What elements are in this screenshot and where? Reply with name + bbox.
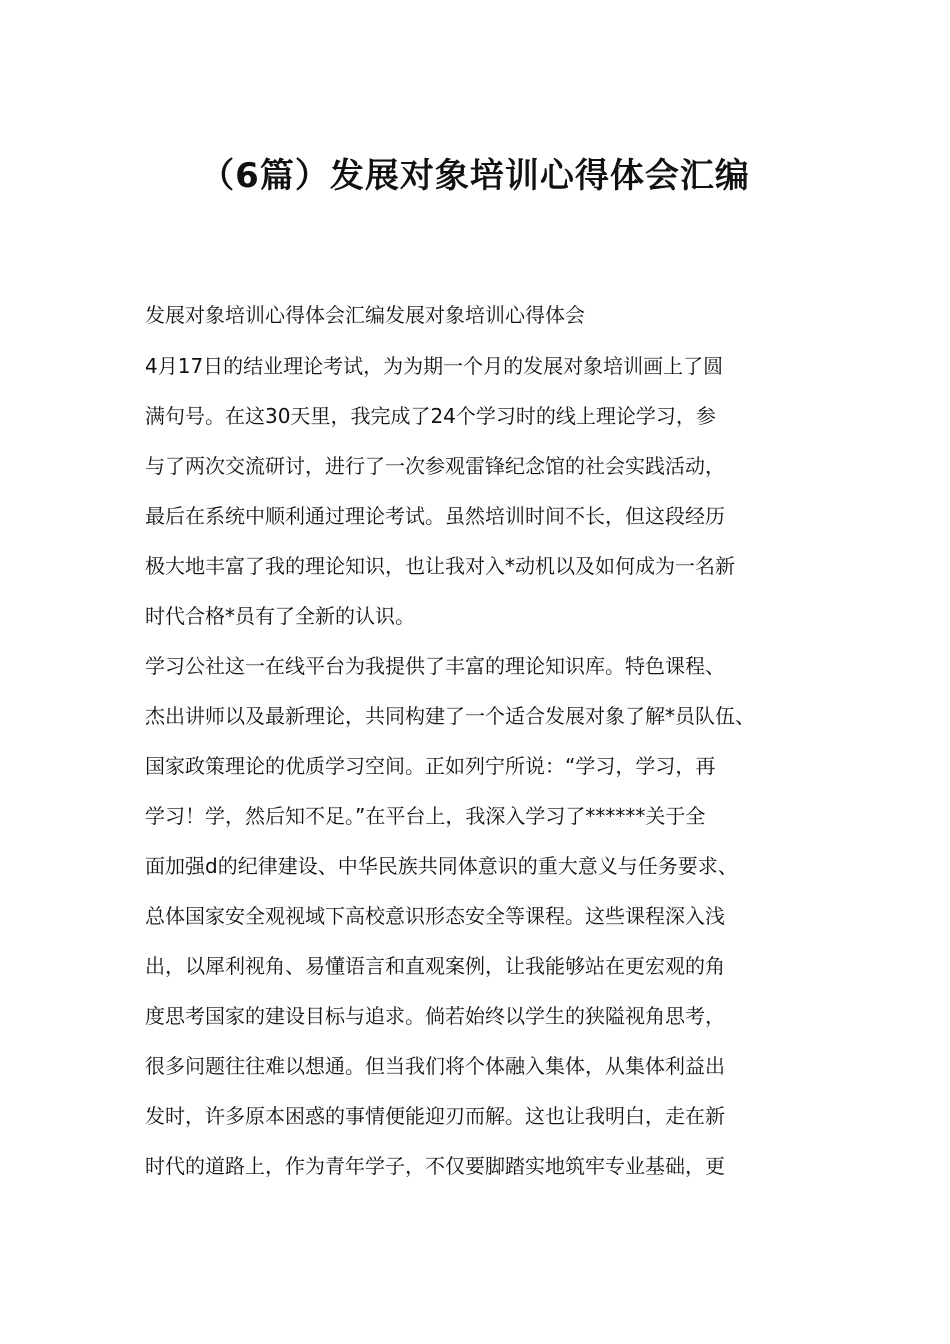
paragraph-line: 杰出讲师以及最新理论，共同构建了一个适合发展对象了解*员队伍、 <box>145 704 755 728</box>
document-subtitle-line: 发展对象培训心得体会汇编发展对象培训心得体会 <box>145 303 585 327</box>
paragraph-line: 国家政策理论的优质学习空间。正如列宁所说：“学习，学习，再 <box>145 754 716 778</box>
paragraph-line: 学习！学，然后知不足。”在平台上，我深入学习了******关于全 <box>145 804 706 828</box>
paragraph-line: 学习公社这一在线平台为我提供了丰富的理论知识库。特色课程、 <box>145 654 725 678</box>
document-title: （6篇）发展对象培训心得体会汇编 <box>200 156 750 196</box>
paragraph-line: 最后在系统中顺利通过理论考试。虽然培训时间不长，但这段经历 <box>145 504 725 528</box>
paragraph-line: 极大地丰富了我的理论知识，也让我对入*动机以及如何成为一名新 <box>145 554 735 578</box>
paragraph-line: 4月17日的结业理论考试，为为期一个月的发展对象培训画上了圆 <box>145 354 724 378</box>
paragraph-line: 时代合格*员有了全新的认识。 <box>145 604 415 628</box>
paragraph-line: 时代的道路上，作为青年学子，不仅要脚踏实地筑牢专业基础，更 <box>145 1154 725 1178</box>
paragraph-line: 出，以犀利视角、易懂语言和直观案例，让我能够站在更宏观的角 <box>145 954 725 978</box>
paragraph-line: 满句号。在这30天里，我完成了24个学习时的线上理论学习，参 <box>145 404 716 428</box>
paragraph-line: 与了两次交流研讨，进行了一次参观雷锋纪念馆的社会实践活动， <box>145 454 725 478</box>
paragraph-line: 度思考国家的建设目标与追求。倘若始终以学生的狭隘视角思考， <box>145 1004 725 1028</box>
paragraph-line: 面加强d的纪律建设、中华民族共同体意识的重大意义与任务要求、 <box>145 854 738 878</box>
paragraph-line: 总体国家安全观视域下高校意识形态安全等课程。这些课程深入浅 <box>145 904 725 928</box>
paragraph-line: 发时，许多原本困惑的事情便能迎刃而解。这也让我明白，走在新 <box>145 1104 725 1128</box>
paragraph-line: 很多问题往往难以想通。但当我们将个体融入集体，从集体利益出 <box>145 1054 725 1078</box>
